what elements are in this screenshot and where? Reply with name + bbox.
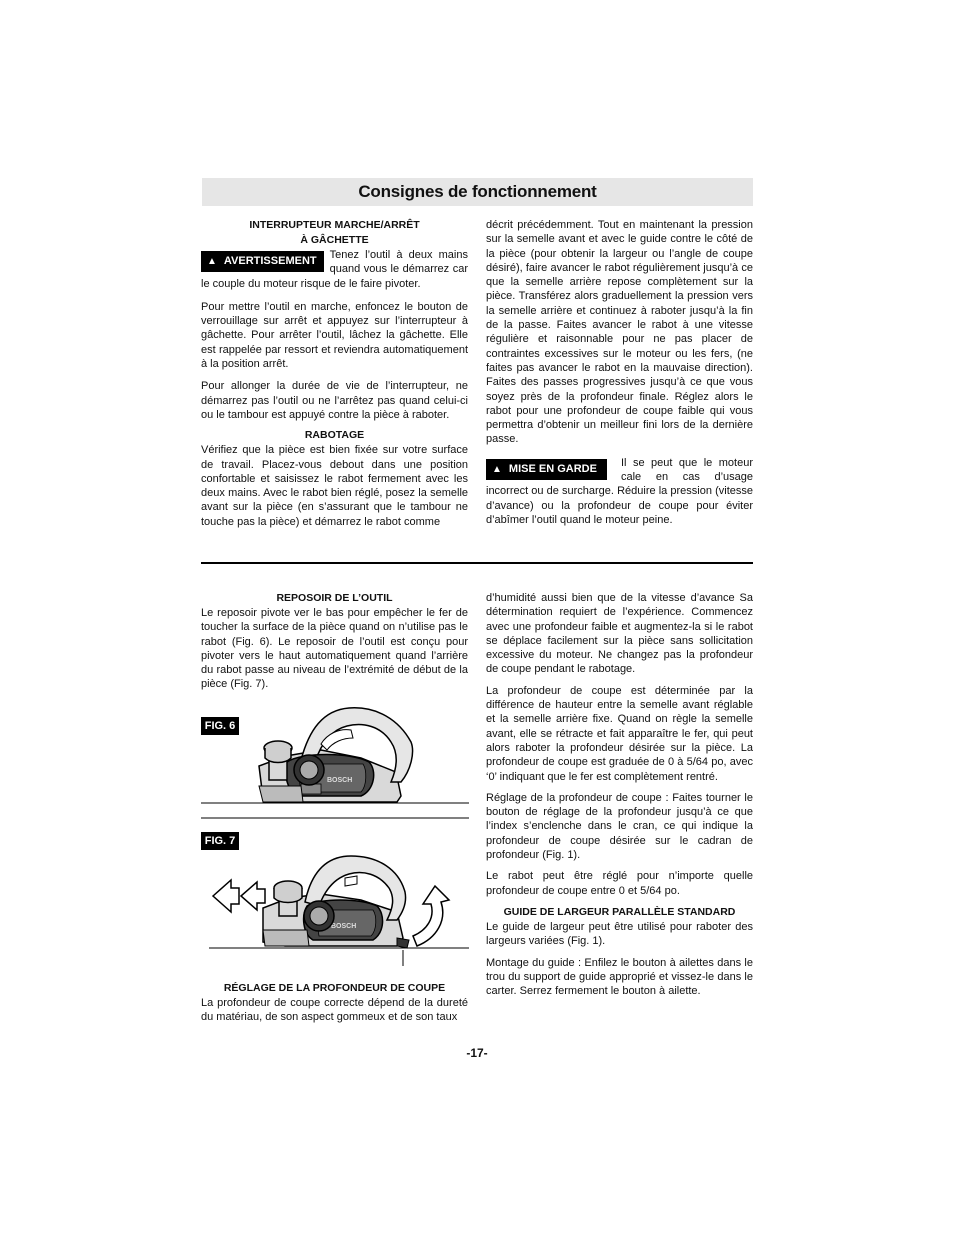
column-bottom-left-lower <box>201 981 468 1031</box>
caution-label: MISE EN GARDE <box>508 462 597 475</box>
column-bottom-left <box>201 591 468 698</box>
column-bottom-right <box>486 591 753 1004</box>
caution-badge <box>486 459 607 480</box>
warning-text: Tenez l’outil à deux mains quand vous le démarrez car le couple du moteur risque de le faire pivoter. <box>201 249 468 290</box>
fig-7-planer-illustration <box>201 846 469 966</box>
section-divider <box>201 562 753 564</box>
heading-depth-of-cut: RÉGLAGE DE LA PROFONDEUR DE COUPE <box>223 982 446 994</box>
page-number: -17- <box>466 1046 488 1060</box>
caution-text: Il se peut que le moteur cale en cas d’usage incorrect ou de surcharge. Réduire la pression (vitesse d’avance) ou la profondeur de coupe pour éviter d’abîmer l’outil quand le moteur peine. <box>486 456 753 526</box>
brand-logo: BOSCH <box>327 777 353 784</box>
page-title: Consignes de fonctionnement <box>358 182 597 201</box>
paragraph: Le reposoir pivote ver le bas pour empêcher le fer de toucher la surface de la pièce quand on n’utilise pas le rabot (Fig. 6). Le reposoir de l’outil est conçu pour pivoter vers le haut automatiquement quand l’arrière du rabot passe au niveau de l’extrémité de début de la pièce (Fig. 7). <box>201 607 468 691</box>
warning-triangle-icon: ▲ <box>492 463 502 475</box>
heading-parallel-guide: GUIDE DE LARGEUR PARALLÈLE STANDARD <box>503 905 736 918</box>
paragraph: d’humidité aussi bien que de la vitesse d’avance Sa détermination requiert de l’expérience. Commencez avec une profondeur faible et augmentez-la si le rabot se déplace facilement sur la pièce sans sollicitation excessive du moteur. Ne changez pas la profondeur de coupe pendant le rabotage. <box>486 592 753 676</box>
paragraph: Pour mettre l’outil en marche, enfoncez le bouton de verrouillage sur arrêt et appuyez sur l’interrupteur à gâchette. Pour arrêter l’outil, lâchez la gâchette. Elle est rappelée par ressort et reviendra automatiquement à la position arrêt. <box>201 300 468 371</box>
fig-6-planer-illustration <box>201 700 469 822</box>
rotate-arrow-icon <box>413 886 449 946</box>
warning-block <box>201 248 468 291</box>
paragraph: Montage du guide : Enfilez le bouton à ailettes dans le trou du support de guide approprié et vissez-le dans le carter. Serrez fermement le bouton à ailette. <box>486 956 753 998</box>
arrow-left-icon <box>241 882 265 910</box>
arrow-left-icon <box>213 880 239 912</box>
paragraph: décrit précédemment. Tout en maintenant la pression sur la semelle avant et avec le guide contre le côté de la pièce (pour obtenir la largeur ou l’angle de coupe désiré), faire avancer le rabot régulièrement jusqu’à ce que la semelle arrière repose complètement sur la pièce. Transférez alors graduellement la pression vers la semelle arrière et continuez à raboter jusqu’à la fin de la passe. Faites avancer le rabot à une vitesse régulière et raisonnable pour ne pas placer de contraintes excessives sur le moteur ou les fers, (ne faites pas avancer le rabot en la mauvaise direction). Faites des passes progressives jusqu’à ce que vous soyez près de la profondeur finale. Réglez alors le rabot pour une profondeur de coupe faible qui vous permettra d’obtenir un meilleur fini lors de la dernière passe. <box>486 219 753 446</box>
paragraph: Le guide de largeur peut être utilisé pour raboter des largeurs variées (Fig. 1). <box>486 920 753 948</box>
warning-triangle-icon: ▲ <box>207 256 217 267</box>
caution-block <box>486 456 753 527</box>
warning-badge <box>201 251 324 272</box>
paragraph: Vérifiez que la pièce est bien fixée sur votre surface de travail. Placez-vous debout dans une position confortable et saisissez le rabot fermement avec les deux mains. Avec le rabot bien réglé, posez la semelle avant sur la pièce (en s’assurant que le tambour ne touche pas la pièce) et démarrez le rabot comme <box>201 444 468 528</box>
column-top-left <box>201 218 468 535</box>
heading-switch-line1: INTERRUPTEUR MARCHE/ARRÊT <box>249 219 420 231</box>
column-top-right <box>486 218 753 533</box>
fig-7-label: FIG. 7 <box>201 832 239 850</box>
paragraph: La profondeur de coupe est déterminée par la différence de hauteur entre la semelle avant réglable et la semelle arrière fixe. Quand on règle la semelle avant, elle se rétracte et fait apparaître le fer, qui peut alors raboter la profondeur désirée sur la pièce. La profondeur de coupe est graduée de 0 à 5/64 po, avec ‘0’ indiquant que le fer est complètement rentré. <box>486 684 753 783</box>
heading-planing: RABOTAGE <box>304 429 365 442</box>
fig-6-label: FIG. 6 <box>201 717 239 735</box>
paragraph: La profondeur de coupe correcte dépend de la dureté du matériau, de son aspect gommeux et de son taux <box>201 997 468 1024</box>
brand-logo: BOSCH <box>331 923 357 930</box>
paragraph: Le rabot peut être réglé pour n’importe quelle profondeur de coupe entre 0 et 5/64 po. <box>486 870 753 897</box>
warning-label: AVERTISSEMENT <box>223 255 317 267</box>
heading-tool-rest: REPOSOIR DE L’OUTIL <box>276 592 393 604</box>
title-bar <box>202 178 753 206</box>
paragraph: Pour allonger la durée de vie de l’interrupteur, ne démarrez pas l’outil ou ne l’arrêtez pas quand celui-ci ou le tambour est appuyé contre la pièce à raboter. <box>201 380 468 421</box>
paragraph: Réglage de la profondeur de coupe : Faites tourner le bouton de réglage de la profondeur jusqu’à ce que l’index s’enclenche dans le cran, ce qui indique la profondeur de coupe désirée sur le cadran de profondeur (Fig. 1). <box>486 791 753 862</box>
heading-switch-line2: À GÂCHETTE <box>300 234 369 246</box>
